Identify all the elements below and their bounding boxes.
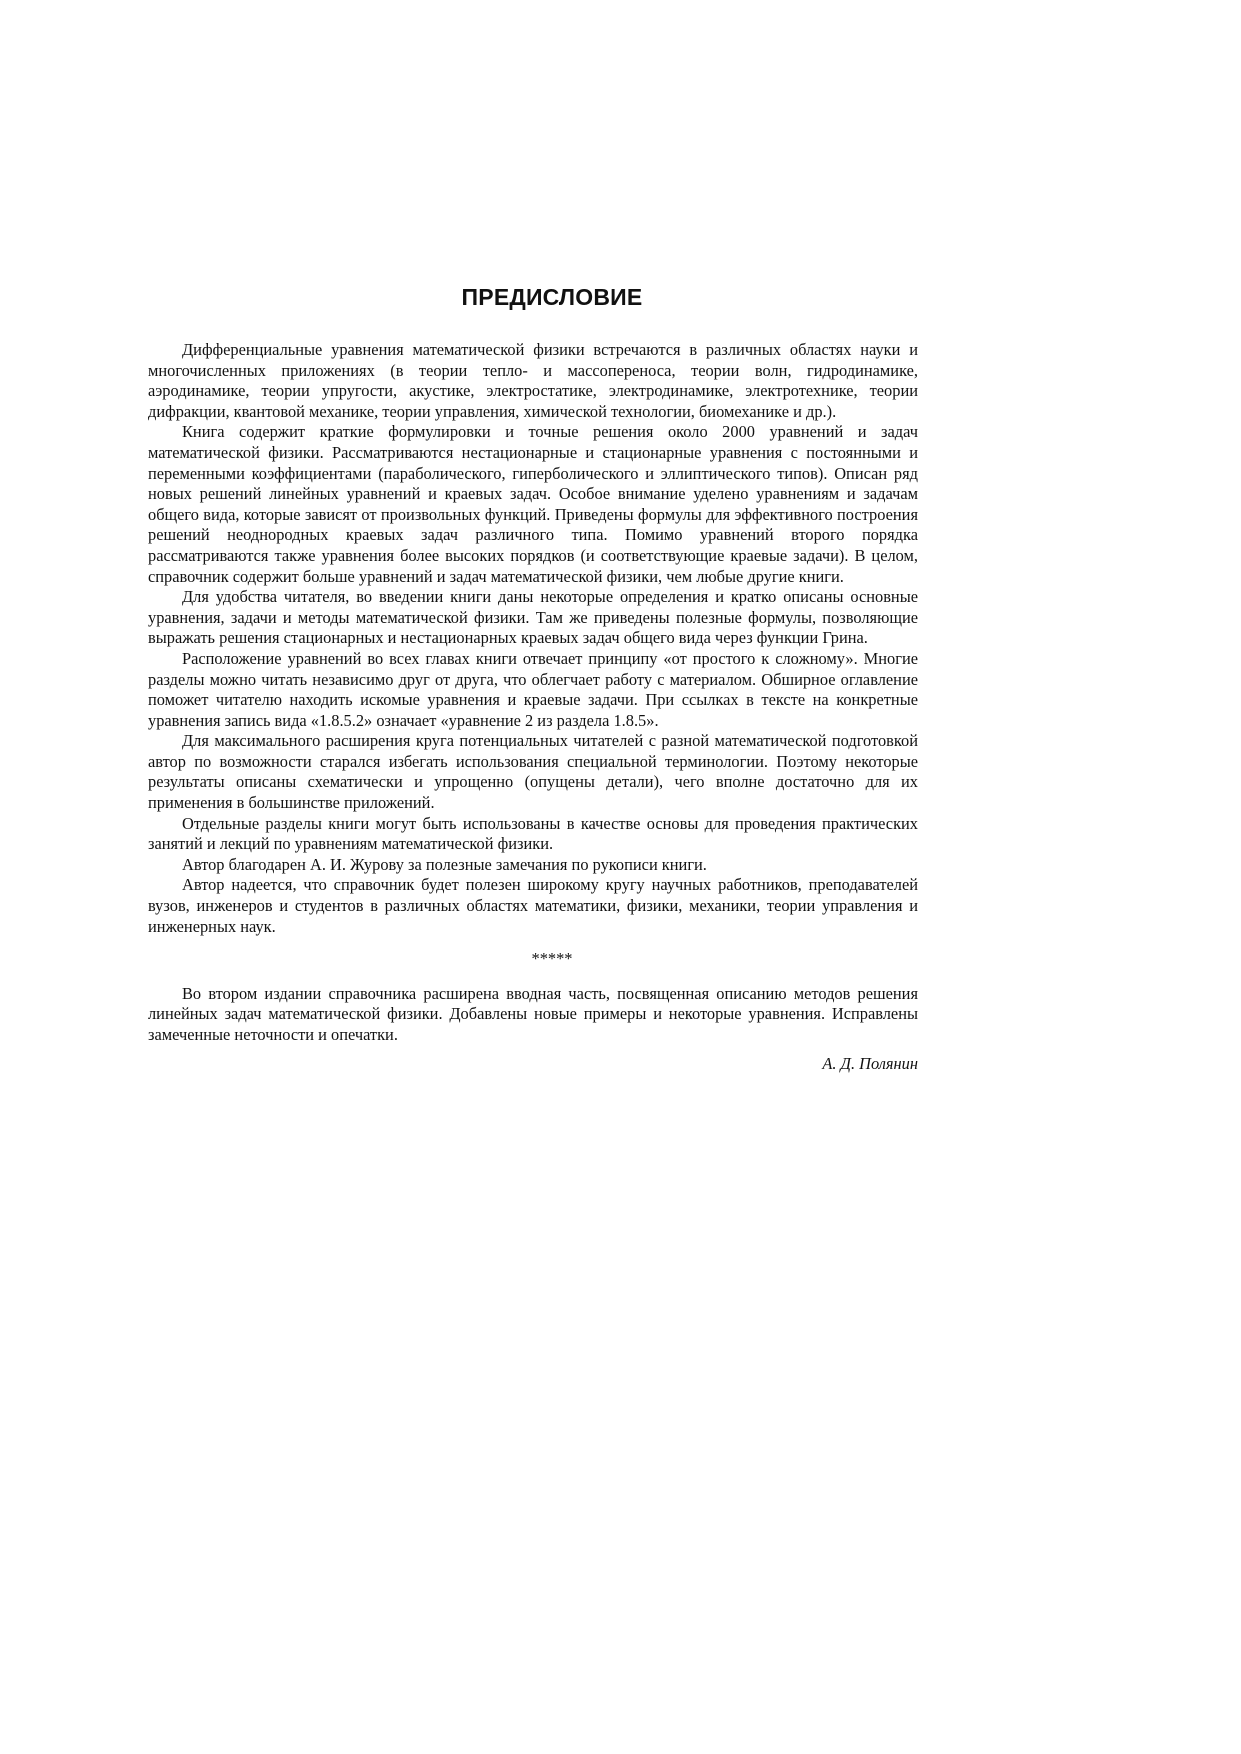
paragraph-book-content: Книга содержит краткие формулировки и точные решения около 2000 уравнений и задач математической физики. Рассматриваются нестационарные и стационарные уравнения с постоянными и переменными коэффициентами (параболического, гиперболического и эллиптического типов). Описан ряд новых решений линейных уравнений и краевых задач. Особое внимание уделено уравнениям и задачам общего вида, которые зависят от произвольных функций. Приведены формулы для эффективного построения решений неоднородных краевых задач различного типа. Помимо уравнений второго порядка рассматриваются также уравнения более высоких порядков (и соответствующие краевые задачи). В целом, справочник содержит больше уравнений и задач математической физики, чем любые другие книги. [148,422,918,586]
paragraph-intro: Дифференциальные уравнения математической физики встречаются в различных областях науки и многочисленных приложениях (в теории тепло- и массопереноса, теории волн, гидродинамике, аэродинамике, теории упругости, акустике, электростатике, электродинамике, электротехнике, теории дифракции, квантовой механике, теории управления, химической технологии, биомеханике и др.). [148,340,918,421]
paragraph-acknowledgement: Автор благодарен А. И. Журову за полезные замечания по рукописи книги. [182,854,707,874]
paragraph-hope: Автор надеется, что справочник будет полезен широкому кругу научных работников, преподавателей вузов, инженеров и студентов в различных областях математики, физики, механики, теории управления и инженерных наук. [148,875,918,936]
preface-page [148,282,918,1091]
page-title: ПРЕДИСЛОВИЕ [461,284,643,310]
paragraph-audience: Для максимального расширения круга потенциальных читателей с разной математической подготовкой автор по возможности старался избегать использования специальной терминологии. Поэтому некоторые результаты описаны схематически и упрощенно (опущены детали), чего вполне достаточно для их применения в большинстве приложений. [148,731,918,813]
paragraph-second-edition: Во втором издании справочника расширена вводная часть, посвященная описанию методов решения линейных задач математической физики. Добавлены новые примеры и некоторые уравнения. Исправлены замеченные неточности и опечатки. [148,983,918,1044]
paragraph-introduction-notes: Для удобства читателя, во введении книги даны некоторые определения и кратко описаны основные уравнения, задачи и методы математической физики. Там же приведены полезные формулы, позволяющие выражать решения стационарных и нестационарных краевых задач общего вида через функции Грина. [148,587,918,648]
paragraph-arrangement: Расположение уравнений во всех главах книги отвечает принципу «от простого к сложному». Многие разделы можно читать независимо друг от друга, что облегчает работу с материалом. Обширное оглавление поможет читателю находить искомые уравнения и краевые задачи. При ссылках в тексте на конкретные уравнения запись вида «1.8.5.2» означает «уравнение 2 из раздела 1.8.5». [148,648,918,730]
paragraph-usage: Отдельные разделы книги могут быть использованы в качестве основы для проведения практических занятий и лекций по уравнениям математической физики. [148,813,918,854]
author-signature: А. Д. Полянин [822,1053,918,1073]
section-separator: ***** [531,949,573,969]
